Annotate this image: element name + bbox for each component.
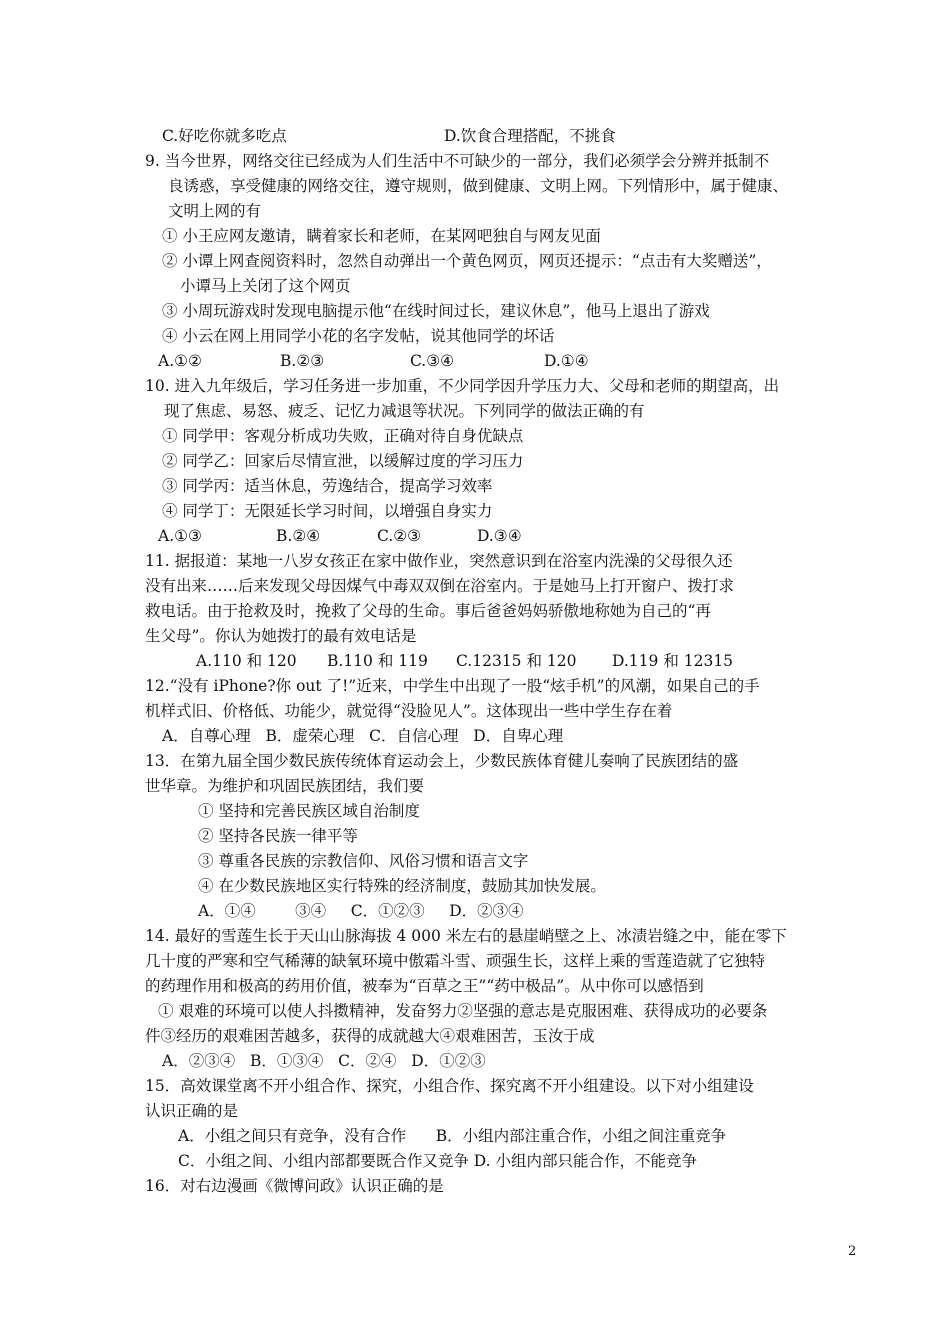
q11-stem-line: 救电话。由于抢救及时，挽救了父母的生命。事后爸爸妈妈骄傲地称她为自己的“再: [145, 602, 711, 620]
q10-item: ④ 同学丁：无限延长学习时间，以增强自身实力: [162, 502, 493, 520]
q10-item: ② 同学乙：回家后尽情宣泄，以缓解过度的学习压力: [162, 452, 524, 470]
q8-option-d: D.饮食合理搭配，不挑食: [444, 127, 616, 145]
q15-options-line: A．小组之间只有竞争，没有合作 B．小组内部注重合作，小组之间注重竞争: [178, 1127, 727, 1145]
q13-options: A．①④ ③④ C．①②③ D．②③④: [198, 902, 524, 920]
q13-item: ③ 尊重各民族的宗教信仰、风俗习惯和语言文字: [198, 852, 529, 870]
q13-item: ④ 在少数民族地区实行特殊的经济制度，鼓励其加快发展。: [198, 877, 606, 895]
q9-item: ② 小谭上网查阅资料时，忽然自动弹出一个黄色网页，网页还提示：“点击有大奖赠送”，: [162, 252, 772, 270]
q9-item: ① 小王应网友邀请，瞒着家长和老师，在某网吧独自与网友见面: [162, 227, 601, 245]
q11-option: B.110 和 119: [327, 652, 428, 670]
q9-stem-line: 9. 当今世界，网络交往已经成为人们生活中不可缺少的一部分，我们必须学会分辨并抵制不: [145, 152, 770, 170]
page-number: 2: [848, 1244, 857, 1259]
q9-option: C.③④: [410, 352, 455, 370]
q10-option: C.②③: [377, 527, 422, 545]
q9-option: B.②③: [280, 352, 325, 370]
q10-item: ③ 同学丙：适当休息，劳逸结合，提高学习效率: [162, 477, 493, 495]
q14-stem-line: 几十度的严寒和空气稀薄的缺氧环境中傲霜斗雪、顽强生长，这样上乘的雪莲造就了它独特: [145, 952, 766, 970]
q9-stem-line: 文明上网的有: [168, 202, 262, 220]
q12-options: A．自尊心理 B．虚荣心理 C．自信心理 D．自卑心理: [162, 727, 564, 745]
q11-stem-line: 11. 据报道：某地一八岁女孩正在家中做作业，突然意识到在浴室内洗澡的父母很久还: [145, 552, 733, 570]
q14-options: A．②③④ B．①③④ C．②④ D．①②③: [162, 1052, 486, 1070]
q10-item: ① 同学甲：客观分析成功失败，正确对待自身优缺点: [162, 427, 524, 445]
q12-stem-line: 机样式旧、价格低、功能少，就觉得“没脸见人”。这体现出一些中学生存在着: [145, 702, 673, 720]
q12-stem-line: 12.“没有 iPhone?你 out 了!”近来，中学生中出现了一股“炫手机”的风潮，如果自己的手: [145, 677, 760, 695]
q10-option: D.③④: [477, 527, 522, 545]
q11-option: C.12315 和 120: [456, 652, 577, 670]
q13-stem-line: 世华章。为维护和巩固民族团结，我们要: [145, 777, 425, 795]
q10-option: B.②④: [276, 527, 321, 545]
q9-item: ④ 小云在网上用同学小花的名字发帖，说其他同学的坏话: [162, 327, 555, 345]
q14-stem-line: ① 艰难的环境可以使人抖擞精神，发奋努力②坚强的意志是克服困难、获得成功的必要条: [158, 1002, 768, 1020]
q15-stem-line: 15．高效课堂离不开小组合作、探究，小组合作、探究离不开小组建设。以下对小组建设: [145, 1077, 754, 1095]
q9-option: D.①④: [544, 352, 589, 370]
q13-stem-line: 13．在第九届全国少数民族传统体育运动会上，少数民族体育健儿奏响了民族团结的盛: [145, 752, 739, 770]
q11-option: D.119 和 12315: [612, 652, 734, 670]
q11-option: A.110 和 120: [196, 652, 297, 670]
q10-option: A.①③: [158, 527, 202, 545]
q14-stem-line: 14. 最好的雪莲生长于天山山脉海拔 4 000 米左右的悬崖峭壁之上、冰渍岩缝之中，能在零下: [145, 927, 787, 945]
q9-option: A.①②: [158, 352, 202, 370]
q11-stem-line: 生父母”。你认为她拨打的最有效电话是: [145, 627, 417, 645]
q16-stem: 16．对右边漫画《微博问政》认识正确的是: [145, 1177, 444, 1195]
q15-options-line: C．小组之间、小组内部都要既合作又竞争 D. 小组内部只能合作，不能竞争: [178, 1152, 698, 1170]
q13-item: ② 坚持各民族一律平等: [198, 827, 358, 845]
q10-stem-line: 现了焦虑、易怒、疲乏、记忆力减退等状况。下列同学的做法正确的有: [164, 402, 645, 420]
q14-stem-line: 的药理作用和极高的药用价值，被奉为“百草之王”“药中极品”。从中你可以感悟到: [145, 977, 704, 995]
q8-option-c: C.好吃你就多吃点: [162, 127, 287, 145]
q14-stem-line: 件③经历的艰难困苦越多，获得的成就越大④艰难困苦，玉汝于成: [145, 1027, 595, 1045]
q11-stem-line: 没有出来……后来发现父母因煤气中毒双双倒在浴室内。于是她马上打开窗户、拨打求: [145, 577, 735, 595]
q15-stem-line: 认识正确的是: [145, 1102, 239, 1120]
q9-stem-line: 良诱惑，享受健康的网络交往，遵守规则，做到健康、文明上网。下列情形中，属于健康、: [168, 177, 789, 195]
q9-item: 小谭马上关闭了这个网页: [180, 277, 351, 295]
q13-item: ① 坚持和完善民族区域自治制度: [198, 802, 420, 820]
q9-item: ③ 小周玩游戏时发现电脑提示他“在线时间过长，建议休息”，他马上退出了游戏: [162, 302, 710, 320]
q10-stem-line: 10. 进入九年级后，学习任务进一步加重，不少同学因升学压力大、父母和老师的期望高，出: [145, 377, 780, 395]
